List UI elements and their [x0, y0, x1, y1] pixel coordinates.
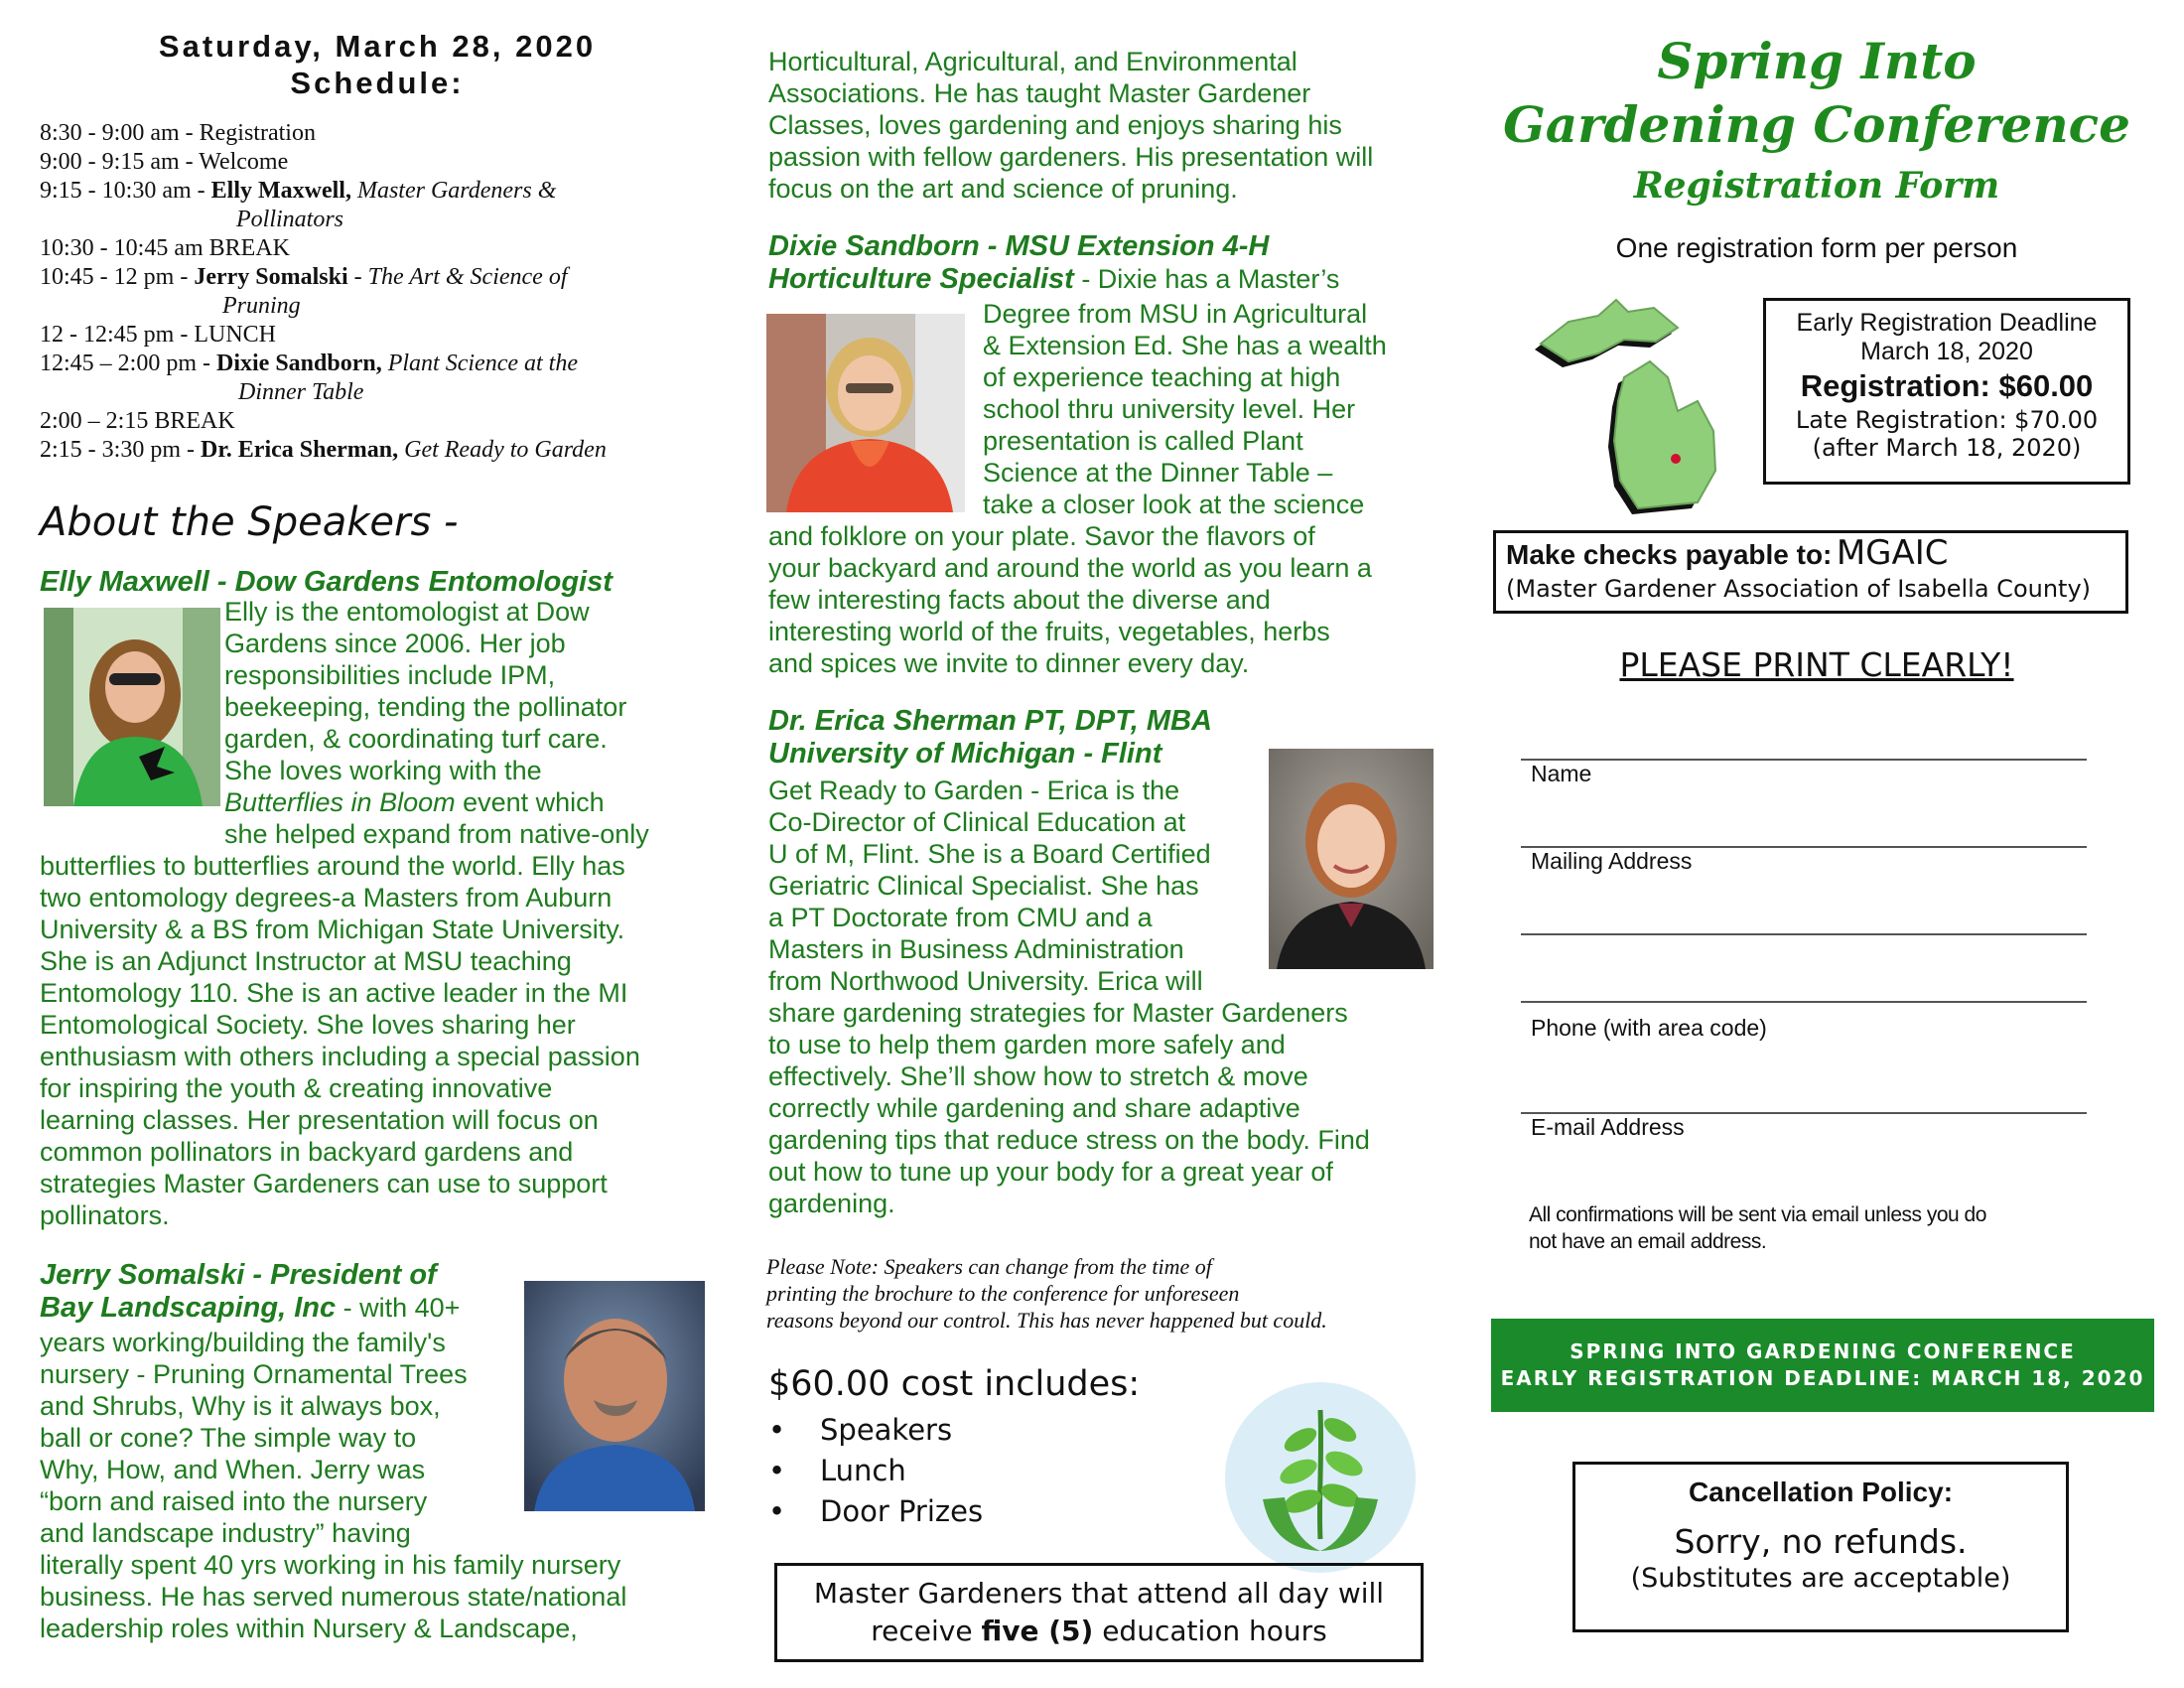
text-line: business. He has served numerous state/national [40, 1582, 627, 1612]
print-clearly-heading: PLEASE PRINT CLEARLY! [1619, 645, 2014, 684]
form-subtitle: Registration Form [1633, 165, 2000, 207]
erica-bio-wrap [768, 774, 1265, 997]
text-line: Please Note: Speakers can change from the time of [766, 1254, 1212, 1279]
jerry-bio-wrap [40, 1327, 516, 1549]
confirmation-note [1529, 1201, 2124, 1255]
cost-title: $60.00 cost includes: [768, 1364, 1141, 1404]
text-line: gardening. [768, 1189, 895, 1218]
registration-fee: Registration: $60.00 [1800, 368, 2094, 403]
late-fee: Late Registration: $70.00 [1795, 406, 2099, 434]
about-speakers-title: About the Speakers - [40, 499, 459, 545]
checks-payable-box: Make checks payable to: MGAIC (Master Gardener Association of Isabella County) [1493, 530, 2128, 614]
text-line: your backyard and around the world as you learn a [768, 553, 1372, 583]
schedule-row-continued: Pruning [222, 293, 301, 319]
list-item: • Lunch [768, 1451, 1066, 1491]
text-line: She loves working with the [224, 756, 542, 785]
elly-bio-full [40, 850, 725, 1231]
text-line: Masters in Business Administration [768, 934, 1184, 964]
email-field[interactable]: E-mail Address [1531, 1114, 1685, 1140]
cost-list [768, 1410, 1066, 1532]
text-line: SPRING INTO GARDENING CONFERENCE [1570, 1339, 2076, 1363]
schedule-row: 9:15 - 10:30 am - Elly Maxwell, Master Gardeners & [40, 178, 557, 204]
text-line: and spices we invite to dinner every day. [768, 648, 1250, 678]
education-hours-box [774, 1563, 1424, 1662]
text-line: Butterflies in Bloom event which [224, 787, 605, 817]
text-line: and landscape industry” having [40, 1518, 411, 1548]
speaker-note [766, 1253, 1461, 1334]
text-line: take a closer look at the science [983, 490, 1365, 519]
text-line: Get Ready to Garden - Erica is the [768, 775, 1180, 805]
erica-photo [1269, 749, 1433, 969]
schedule-list [40, 119, 715, 465]
text-line: & Extension Ed. She has a wealth [983, 331, 1387, 360]
one-form-per-person: One registration form per person [1615, 232, 2018, 263]
text-line: pollinators. [40, 1200, 170, 1230]
text-line: Elly is the entomologist at Dow [224, 597, 590, 627]
schedule-heading: Schedule: [290, 66, 465, 100]
text-line: beekeeping, tending the pollinator [224, 692, 627, 722]
jerry-bio-full [40, 1549, 725, 1644]
schedule-date: Saturday, March 28, 2020 [158, 29, 597, 64]
schedule-row: 12 - 12:45 pm - LUNCH [40, 322, 276, 348]
michigan-map-icon [1529, 282, 1747, 518]
jerry-photo [524, 1281, 705, 1511]
schedule-row: 2:15 - 3:30 pm - Dr. Erica Sherman, Get Ready to Garden [40, 437, 607, 463]
mailing-line-2 [1521, 933, 2087, 935]
text-line: Science at the Dinner Table – [983, 458, 1333, 488]
text-line: receive five (5) education hours [871, 1615, 1327, 1647]
text-line: literally spent 40 yrs working in his family nursery [40, 1550, 621, 1580]
text-line: a PT Doctorate from CMU and a [768, 903, 1153, 932]
text-line: out how to tune up your body for a great year of [768, 1157, 1333, 1187]
text-line: interesting world of the fruits, vegetables, herbs [768, 617, 1330, 646]
dixie-bio-full [768, 520, 1463, 679]
elly-photo [44, 608, 220, 806]
phone-field[interactable]: Phone (with area code) [1531, 1015, 1767, 1041]
early-deadline-date: March 18, 2020 [1860, 338, 2033, 365]
dixie-photo [766, 314, 965, 512]
schedule-row: 12:45 – 2:00 pm - Dixie Sandborn, Plant Science at the [40, 351, 578, 376]
schedule-row: 9:00 - 9:15 am - Welcome [40, 149, 289, 175]
text-line: strategies Master Gardeners can use to support [40, 1169, 608, 1198]
schedule-row: 10:45 - 12 pm - Jerry Somalski - The Art & Science of [40, 264, 568, 290]
text-line: correctly while gardening and share adaptive [768, 1093, 1300, 1123]
text-line: for inspiring the youth & creating innovative [40, 1073, 553, 1103]
schedule-row: 8:30 - 9:00 am - Registration [40, 120, 316, 146]
text-line: she helped expand from native-only [224, 819, 649, 849]
erica-bio-full [768, 997, 1463, 1219]
text-line: Co-Director of Clinical Education at [768, 807, 1186, 837]
text-line: EARLY REGISTRATION DEADLINE: MARCH 18, 2020 [1500, 1366, 2145, 1390]
text-line: and folklore on your plate. Savor the flavors of [768, 521, 1315, 551]
payee-full-name: (Master Gardener Association of Isabella County) [1506, 575, 2092, 603]
text-line: responsibilities include IPM, [224, 660, 556, 690]
early-deadline-label: Early Registration Deadline [1796, 309, 2098, 337]
text-line: Entomology 110. She is an active leader in the MI [40, 978, 628, 1008]
text-line: presentation is called Plant [983, 426, 1303, 456]
cancellation-title: Cancellation Policy: [1688, 1477, 1954, 1507]
schedule-row-continued: Pollinators [236, 207, 344, 232]
text-line: from Northwood University. Erica will [768, 966, 1203, 996]
text-line: printing the brochure to the conference for unforeseen [766, 1281, 1240, 1306]
text-line: leadership roles within Nursery & Landscape, [40, 1614, 578, 1643]
text-line: enthusiasm with others including a special passion [40, 1042, 640, 1071]
text-line: focus on the art and science of pruning. [768, 174, 1238, 204]
name-line [1521, 759, 2087, 761]
payee-name: MGAIC [1836, 533, 1949, 573]
schedule-row-continued: Dinner Table [238, 379, 364, 405]
no-refunds: Sorry, no refunds. [1674, 1522, 1968, 1561]
jerry-heading: Jerry Somalski - President of Bay Landscaping, Inc - with 40+ [40, 1259, 461, 1324]
dixie-heading: Dixie Sandborn - MSU Extension 4-H Horticulture Specialist - Dixie has a Master’s [768, 230, 1340, 295]
elly-heading: Elly Maxwell - Dow Gardens Entomologist [40, 566, 613, 598]
text-line: “born and raised into the nursery [40, 1486, 428, 1516]
text-line: of experience teaching at high [983, 362, 1341, 392]
name-field[interactable]: Name [1531, 761, 1592, 786]
text-line: reasons beyond our control. This has never happened but could. [766, 1308, 1327, 1333]
elly-bio-wrap [224, 596, 721, 850]
text-line: years working/building the family's [40, 1328, 446, 1357]
text-line: to use to help them garden more safely and [768, 1030, 1286, 1059]
text-line: common pollinators in backyard gardens and [40, 1137, 574, 1167]
text-line: All confirmations will be sent via email unless you do [1529, 1203, 1986, 1226]
text-line: Horticultural, Agricultural, and Environmental [768, 47, 1297, 76]
jerry-bio-continued [768, 46, 1453, 205]
schedule-row: 10:30 - 10:45 am BREAK [40, 235, 290, 261]
erica-heading: Dr. Erica Sherman PT, DPT, MBA University of Michigan - Flint [768, 705, 1212, 770]
dixie-bio-wrap [983, 298, 1459, 520]
deadline-banner [1491, 1319, 2154, 1412]
text-line: Degree from MSU in Agricultural [983, 299, 1368, 329]
text-line: garden, & coordinating turf care. [224, 724, 608, 754]
text-line: She is an Adjunct Instructor at MSU teaching [40, 946, 572, 976]
list-item: • Door Prizes [768, 1491, 1066, 1532]
text-line: learning classes. Her presentation will focus on [40, 1105, 599, 1135]
text-line: Gardens since 2006. Her job [224, 629, 566, 658]
text-line: passion with fellow gardeners. His presentation will [768, 142, 1374, 172]
text-line: Geriatric Clinical Specialist. She has [768, 871, 1199, 901]
text-line: Associations. He has taught Master Gardener [768, 78, 1311, 108]
text-line: school thru university level. Her [983, 394, 1356, 424]
text-line: nursery - Pruning Ornamental Trees [40, 1359, 468, 1389]
text-line: Why, How, and When. Jerry was [40, 1455, 426, 1484]
text-line: few interesting facts about the diverse and [768, 585, 1271, 615]
text-line: and Shrubs, Why is it always box, [40, 1391, 441, 1421]
text-line: Entomological Society. She loves sharing her [40, 1010, 576, 1040]
form-title: Spring Into Gardening Conference [1503, 32, 2130, 154]
text-line: share gardening strategies for Master Gardeners [768, 998, 1348, 1028]
text-line: ball or cone? The simple way to [40, 1423, 417, 1453]
text-line: two entomology degrees-a Masters from Auburn [40, 883, 613, 913]
list-item: • Speakers [768, 1410, 1066, 1451]
cancellation-policy-box [1572, 1462, 2069, 1632]
schedule-row: 2:00 – 2:15 BREAK [40, 408, 235, 434]
text-line: gardening tips that reduce stress on the body. Find [768, 1125, 1370, 1155]
phone-line [1521, 1001, 2087, 1003]
text-line: University & a BS from Michigan State University. [40, 914, 625, 944]
text-line: butterflies to butterflies around the world. Elly has [40, 851, 625, 881]
substitutes-note: (Substitutes are acceptable) [1630, 1563, 2011, 1594]
schedule-title [40, 28, 715, 101]
plant-hands-icon [1223, 1380, 1418, 1575]
text-line: Master Gardeners that attend all day will [813, 1577, 1385, 1610]
text-line: not have an email address. [1529, 1230, 1767, 1253]
late-fee-note: (after March 18, 2020) [1812, 434, 2082, 462]
text-line: Classes, loves gardening and enjoys sharing his [768, 110, 1342, 140]
text-line: U of M, Flint. She is a Board Certified [768, 839, 1211, 869]
registration-fee-box [1763, 298, 2130, 485]
text-line: effectively. She’ll show how to stretch & move [768, 1061, 1308, 1091]
mailing-address-field[interactable]: Mailing Address [1531, 848, 1693, 874]
